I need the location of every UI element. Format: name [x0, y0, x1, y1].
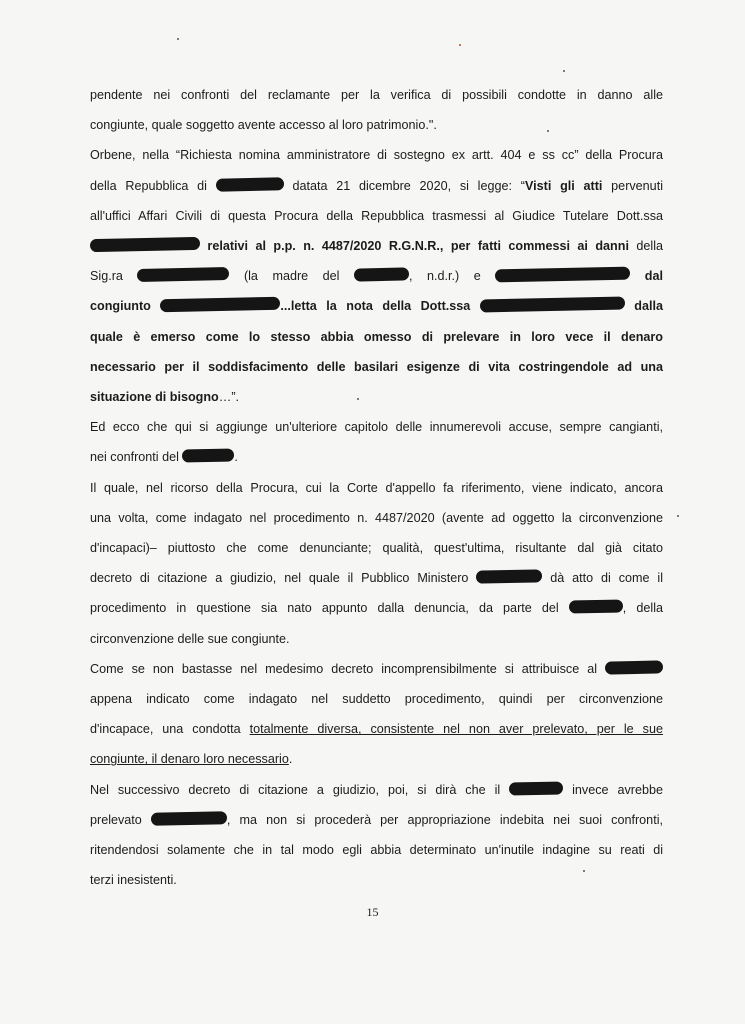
text-span: .	[288, 752, 293, 767]
redaction-mark	[151, 811, 227, 826]
text-line	[90, 140, 663, 170]
text-span: pervenuti	[602, 178, 663, 193]
scan-speck	[563, 70, 565, 72]
text-line	[90, 110, 663, 140]
scan-speck	[583, 870, 585, 872]
text-line	[90, 412, 663, 442]
underlined-text: totalmente diversa, consistente nel non aver prelevato, per le sue	[249, 722, 663, 737]
text-span: della	[628, 239, 663, 254]
text-line	[90, 442, 663, 472]
text-line	[90, 261, 663, 291]
text-line	[90, 865, 663, 895]
text-span: Sig.ra	[90, 269, 138, 284]
text-line	[90, 805, 663, 835]
text-span: d'incapaci)– piuttosto che come denunciante; qualità, quest'ultima, risultante dal già citato	[90, 541, 663, 556]
text-line	[90, 533, 663, 563]
redaction-mark	[216, 177, 284, 191]
text-line	[90, 291, 663, 321]
scan-speck	[357, 398, 359, 400]
redaction-mark	[137, 267, 229, 282]
text-span: Ed ecco che qui si aggiunge un'ulteriore capitolo delle innumerevoli accuse, sempre cangianti,	[90, 420, 663, 435]
text-span: d'incapace, una condotta	[90, 722, 250, 737]
text-span: prelevato	[90, 812, 151, 827]
bold-text: congiunto	[90, 299, 161, 314]
text-line	[90, 352, 663, 382]
text-line	[90, 322, 663, 352]
text-line	[90, 473, 663, 503]
bold-text: Visti gli atti	[524, 178, 603, 193]
bold-text: dalla	[624, 299, 664, 314]
text-span: pendente nei confronti del reclamante per la verifica di possibili condotte in danno alle	[90, 88, 663, 102]
text-span: …”.	[218, 390, 240, 405]
text-line	[90, 775, 663, 805]
redaction-mark	[495, 267, 630, 283]
text-line	[90, 624, 663, 654]
redaction-mark	[182, 449, 234, 463]
redaction-mark	[480, 297, 625, 313]
bold-text: ...letta la nota della Dott.ssa	[280, 299, 480, 314]
text-span: Nel successivo decreto di citazione a giudizio, poi, si dirà che il	[90, 782, 510, 797]
text-line	[90, 714, 663, 744]
text-line	[90, 171, 663, 201]
redaction-mark	[160, 297, 280, 313]
text-span: Orbene, nella “Richiesta nomina amministratore di sostegno ex artt. 404 e ss cc” della Procura	[90, 148, 663, 163]
text-span: nei confronti del	[90, 450, 183, 465]
bold-text: dal	[630, 269, 663, 284]
text-span: una volta, come indagato nel procedimento n. 4487/2020 (avente ad oggetto la circonvenzione	[90, 510, 663, 525]
bold-text: relativi al p.p. n. 4487/2020 R.G.N.R., per fatti commessi ai danni	[200, 239, 629, 254]
page-number: 15	[366, 905, 379, 919]
text-span: datata 21 dicembre 2020, si legge: “	[283, 178, 525, 193]
text-span: appena indicato come indagato nel suddetto procedimento, quindi per circonvenzione	[90, 692, 663, 707]
text-span: circonvenzione delle sue congiunte.	[90, 631, 290, 646]
scan-speck	[459, 44, 461, 46]
text-span: , ma non si procederà per appropriazione indebita nei suoi confronti,	[226, 812, 663, 827]
redaction-mark	[90, 237, 200, 252]
scan-speck	[677, 515, 679, 517]
text-line	[90, 835, 663, 865]
text-line	[90, 80, 663, 110]
text-line	[90, 231, 663, 261]
redaction-mark	[509, 781, 563, 795]
text-span: invece avrebbe	[563, 782, 663, 797]
text-span: (la madre del	[229, 269, 354, 284]
document-body	[90, 80, 663, 895]
text-span: congiunte, quale soggetto avente accesso al loro patrimonio.".	[90, 118, 437, 133]
text-span: Come se non bastasse nel medesimo decreto incomprensibilmente si attribuisce al	[90, 661, 605, 676]
text-line	[90, 563, 663, 593]
text-span: procedimento in questione sia nato appunto dalla denuncia, da parte del	[90, 601, 569, 616]
text-span: della Repubblica di	[90, 178, 216, 193]
text-line	[90, 503, 663, 533]
text-span: dà atto di come il	[542, 571, 664, 586]
text-line	[90, 684, 663, 714]
text-span: .	[234, 450, 238, 465]
scan-speck	[177, 38, 179, 40]
text-line	[90, 382, 663, 412]
text-span: decreto di citazione a giudizio, nel quale il Pubblico Ministero	[90, 571, 477, 586]
text-line	[90, 744, 663, 774]
redaction-mark	[476, 570, 542, 584]
underlined-text: congiunte, il denaro loro necessario	[90, 752, 289, 767]
text-line	[90, 201, 663, 231]
bold-text: situazione di bisogno	[90, 390, 219, 405]
bold-text: necessario per il soddisfacimento delle basilari esigenze di vita costringendole ad una	[90, 359, 663, 374]
text-span: terzi inesistenti.	[90, 873, 177, 888]
text-line	[90, 654, 663, 684]
text-span: Il quale, nel ricorso della Procura, cui la Corte d'appello fa riferimento, viene indicato, ancora	[90, 480, 663, 495]
redaction-mark	[569, 600, 623, 614]
redaction-mark	[354, 268, 409, 282]
scan-speck	[547, 130, 549, 132]
redaction-mark	[605, 660, 663, 674]
text-span: , della	[622, 601, 664, 616]
text-span: ritendendosi solamente che in tal modo egli abbia determinato un'inutile indagine su reati di	[90, 843, 663, 858]
bold-text: quale è emerso come lo stesso abbia omesso di prelevare in loro vece il denaro	[90, 329, 663, 344]
text-line	[90, 593, 663, 623]
text-span: all'uffici Affari Civili di questa Procura della Repubblica trasmessi al Giudice Tutelare Dott.ssa	[90, 208, 663, 223]
text-span: , n.d.r.) e	[409, 269, 496, 284]
